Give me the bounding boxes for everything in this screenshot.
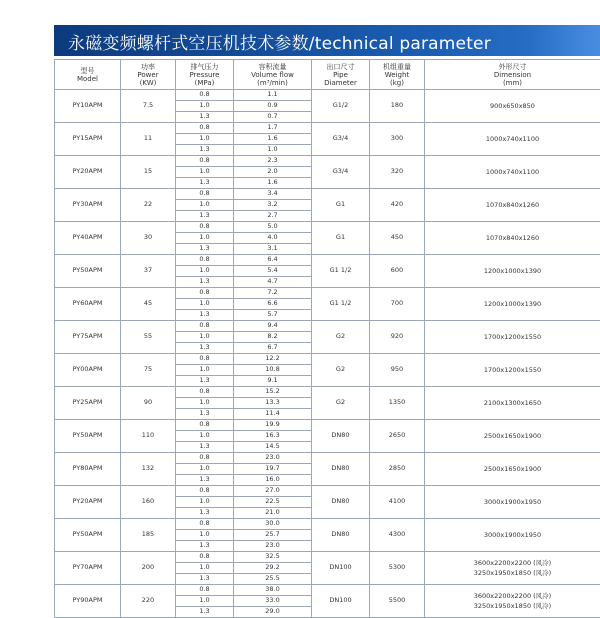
dimension-cell (425, 321, 600, 354)
volume-flow-cell: 4.7 (234, 277, 312, 288)
header-pressure-unit: (MPa) (176, 79, 233, 87)
power-cell: 55 (121, 321, 176, 354)
header-volume-flow-cn: 容积流量 (234, 63, 311, 71)
volume-flow-cell: 19.9 (234, 420, 312, 431)
pressure-cell: 0.8 (176, 354, 234, 365)
pressure-cell: 1.3 (176, 508, 234, 519)
pressure-cell: 1.3 (176, 475, 234, 486)
table-row (55, 189, 600, 200)
volume-flow-cell: 16.0 (234, 475, 312, 486)
weight-cell: 300 (370, 123, 425, 156)
pressure-cell: 0.8 (176, 222, 234, 233)
power-cell: 7.5 (121, 90, 176, 123)
power-cell: 160 (121, 486, 176, 519)
pipe-diameter-cell: DN80 (312, 486, 370, 519)
volume-flow-cell: 1.6 (234, 178, 312, 189)
weight-cell: 1350 (370, 387, 425, 420)
dimension-cell (425, 552, 600, 585)
header-volume-flow-unit: (m³/min) (234, 79, 311, 87)
header-pipe-en: Pipe (312, 71, 369, 79)
dimension-cell (425, 90, 600, 123)
model-cell: PY20APM (55, 156, 121, 189)
volume-flow-cell: 8.2 (234, 332, 312, 343)
volume-flow-cell: 12.2 (234, 354, 312, 365)
header-pressure-cn: 排气压力 (176, 63, 233, 71)
power-cell: 200 (121, 552, 176, 585)
volume-flow-cell: 1.1 (234, 90, 312, 101)
weight-cell: 600 (370, 255, 425, 288)
pressure-cell: 1.3 (176, 178, 234, 189)
model-cell: PY15APM (55, 123, 121, 156)
pipe-diameter-cell: G2 (312, 321, 370, 354)
table-row (55, 156, 600, 167)
pressure-cell: 1.0 (176, 431, 234, 442)
dimension-cell (425, 585, 600, 618)
header-weight-cn: 机组重量 (370, 63, 424, 71)
weight-cell: 950 (370, 354, 425, 387)
volume-flow-cell: 23.0 (234, 541, 312, 552)
pipe-diameter-cell: G1 (312, 222, 370, 255)
weight-cell: 4100 (370, 486, 425, 519)
model-cell: PY50APM (55, 255, 121, 288)
header-weight (370, 60, 425, 90)
dimension-line: 2500x1650x1900 (425, 431, 600, 441)
volume-flow-cell: 2.0 (234, 167, 312, 178)
dimension-line: 1200x1000x1390 (425, 299, 600, 309)
pressure-cell: 0.8 (176, 288, 234, 299)
pressure-cell: 1.0 (176, 563, 234, 574)
power-cell: 45 (121, 288, 176, 321)
table-row (55, 321, 600, 332)
volume-flow-cell: 32.5 (234, 552, 312, 563)
pressure-cell: 1.0 (176, 398, 234, 409)
pressure-cell: 1.3 (176, 376, 234, 387)
volume-flow-cell: 5.7 (234, 310, 312, 321)
weight-cell: 2650 (370, 420, 425, 453)
pressure-cell: 1.0 (176, 332, 234, 343)
dimension-line: 3600x2200x2200 (风冷) (425, 558, 600, 568)
volume-flow-cell: 3.1 (234, 244, 312, 255)
power-cell: 90 (121, 387, 176, 420)
pressure-cell: 1.3 (176, 574, 234, 585)
pipe-diameter-cell: G2 (312, 354, 370, 387)
volume-flow-cell: 10.8 (234, 365, 312, 376)
pressure-cell: 1.0 (176, 167, 234, 178)
volume-flow-cell: 9.4 (234, 321, 312, 332)
dimension-cell (425, 354, 600, 387)
header-pressure-en: Pressure (176, 71, 233, 79)
pressure-cell: 0.8 (176, 189, 234, 200)
header-pipe-unit: Diameter (312, 79, 369, 87)
dimension-cell (425, 486, 600, 519)
pressure-cell: 1.3 (176, 211, 234, 222)
dimension-line: 3000x1900x1950 (425, 530, 600, 540)
dimension-line: 900x650x850 (425, 101, 600, 111)
banner-accent (530, 25, 600, 56)
model-cell: PY00APM (55, 354, 121, 387)
header-power (121, 60, 176, 90)
volume-flow-cell: 2.7 (234, 211, 312, 222)
power-cell: 132 (121, 453, 176, 486)
volume-flow-cell: 30.0 (234, 519, 312, 530)
volume-flow-cell: 1.0 (234, 145, 312, 156)
volume-flow-cell: 38.0 (234, 585, 312, 596)
table-row (55, 453, 600, 464)
dimension-line: 2100x1300x1650 (425, 398, 600, 408)
dimension-line: 1000x740x1100 (425, 134, 600, 144)
power-cell: 30 (121, 222, 176, 255)
table-row (55, 288, 600, 299)
pressure-cell: 0.8 (176, 123, 234, 134)
model-cell: PY75APM (55, 321, 121, 354)
power-cell: 11 (121, 123, 176, 156)
header-dimension-cn: 外形尺寸 (425, 63, 600, 71)
volume-flow-cell: 29.0 (234, 607, 312, 618)
pipe-diameter-cell: DN100 (312, 552, 370, 585)
dimension-cell (425, 123, 600, 156)
dimension-line: 2500x1650x1900 (425, 464, 600, 474)
weight-cell: 920 (370, 321, 425, 354)
volume-flow-cell: 14.5 (234, 442, 312, 453)
pressure-cell: 1.3 (176, 442, 234, 453)
pressure-cell: 1.0 (176, 233, 234, 244)
weight-cell: 2850 (370, 453, 425, 486)
volume-flow-cell: 0.9 (234, 101, 312, 112)
weight-cell: 180 (370, 90, 425, 123)
weight-cell: 4300 (370, 519, 425, 552)
pressure-cell: 1.0 (176, 134, 234, 145)
pressure-cell: 1.3 (176, 541, 234, 552)
pipe-diameter-cell: G1/2 (312, 90, 370, 123)
volume-flow-cell: 6.6 (234, 299, 312, 310)
header-power-unit: (KW) (121, 79, 175, 87)
volume-flow-cell: 6.7 (234, 343, 312, 354)
pressure-cell: 1.3 (176, 343, 234, 354)
model-cell: PY20APM (55, 486, 121, 519)
volume-flow-cell: 3.2 (234, 200, 312, 211)
model-cell: PY50APM (55, 420, 121, 453)
header-model-en: Model (55, 75, 120, 83)
pressure-cell: 1.0 (176, 365, 234, 376)
dimension-line: 1200x1000x1390 (425, 266, 600, 276)
dimension-cell (425, 255, 600, 288)
model-cell: PY90APM (55, 585, 121, 618)
pressure-cell: 0.8 (176, 420, 234, 431)
volume-flow-cell: 4.0 (234, 233, 312, 244)
volume-flow-cell: 7.2 (234, 288, 312, 299)
volume-flow-cell: 3.4 (234, 189, 312, 200)
volume-flow-cell: 11.4 (234, 409, 312, 420)
dimension-line: 3000x1900x1950 (425, 497, 600, 507)
pressure-cell: 1.0 (176, 101, 234, 112)
dimension-line: 1070x840x1260 (425, 200, 600, 210)
header-volume-flow (234, 60, 312, 90)
volume-flow-cell: 16.3 (234, 431, 312, 442)
dimension-cell (425, 420, 600, 453)
model-cell: PY40APM (55, 222, 121, 255)
dimension-line: 1700x1200x1550 (425, 332, 600, 342)
pressure-cell: 1.0 (176, 464, 234, 475)
pressure-cell: 1.3 (176, 607, 234, 618)
model-cell: PY80APM (55, 453, 121, 486)
pipe-diameter-cell: G1 (312, 189, 370, 222)
dimension-cell (425, 189, 600, 222)
pressure-cell: 1.3 (176, 409, 234, 420)
header-power-cn: 功率 (121, 63, 175, 71)
dimension-cell (425, 156, 600, 189)
dimension-cell (425, 387, 600, 420)
header-dimension-en: Dimension (425, 71, 600, 79)
pressure-cell: 0.8 (176, 486, 234, 497)
pressure-cell: 1.3 (176, 277, 234, 288)
header-model-cn: 型号 (55, 67, 120, 75)
volume-flow-cell: 25.7 (234, 530, 312, 541)
table-row (55, 90, 600, 101)
header-dimension-unit: (mm) (425, 79, 600, 87)
model-cell: PY25APM (55, 387, 121, 420)
weight-cell: 5300 (370, 552, 425, 585)
table-row (55, 552, 600, 563)
power-cell: 185 (121, 519, 176, 552)
header-pressure (176, 60, 234, 90)
pipe-diameter-cell: DN80 (312, 420, 370, 453)
header-pipe-diameter (312, 60, 370, 90)
header-pipe-cn: 出口尺寸 (312, 63, 369, 71)
model-cell: PY60APM (55, 288, 121, 321)
pipe-diameter-cell: G1 1/2 (312, 288, 370, 321)
header-model (55, 60, 121, 90)
header-weight-unit: (kg) (370, 79, 424, 87)
header-weight-en: Weight (370, 71, 424, 79)
table-row (55, 255, 600, 266)
volume-flow-cell: 29.2 (234, 563, 312, 574)
table-row (55, 387, 600, 398)
volume-flow-cell: 1.6 (234, 134, 312, 145)
table-row (55, 519, 600, 530)
pressure-cell: 0.8 (176, 552, 234, 563)
volume-flow-cell: 13.3 (234, 398, 312, 409)
weight-cell: 320 (370, 156, 425, 189)
volume-flow-cell: 5.0 (234, 222, 312, 233)
power-cell: 110 (121, 420, 176, 453)
volume-flow-cell: 33.0 (234, 596, 312, 607)
power-cell: 37 (121, 255, 176, 288)
volume-flow-cell: 5.4 (234, 266, 312, 277)
pipe-diameter-cell: G2 (312, 387, 370, 420)
pressure-cell: 0.8 (176, 321, 234, 332)
pipe-diameter-cell: DN80 (312, 453, 370, 486)
page-title: 永磁变频螺杆式空压机技术参数/technical parameter (68, 29, 491, 54)
dimension-line: 3600x2200x2200 (风冷) (425, 591, 600, 601)
model-cell: PY30APM (55, 189, 121, 222)
pressure-cell: 1.0 (176, 596, 234, 607)
volume-flow-cell: 0.7 (234, 112, 312, 123)
header-power-en: Power (121, 71, 175, 79)
pipe-diameter-cell: G3/4 (312, 123, 370, 156)
pressure-cell: 1.3 (176, 145, 234, 156)
table-row (55, 222, 600, 233)
pressure-cell: 0.8 (176, 585, 234, 596)
dimension-cell (425, 453, 600, 486)
pressure-cell: 1.0 (176, 200, 234, 211)
pipe-diameter-cell: G1 1/2 (312, 255, 370, 288)
pipe-diameter-cell: G3/4 (312, 156, 370, 189)
pipe-diameter-cell: DN80 (312, 519, 370, 552)
pressure-cell: 0.8 (176, 90, 234, 101)
pressure-cell: 0.8 (176, 387, 234, 398)
pressure-cell: 1.0 (176, 530, 234, 541)
volume-flow-cell: 15.2 (234, 387, 312, 398)
pressure-cell: 0.8 (176, 156, 234, 167)
weight-cell: 700 (370, 288, 425, 321)
weight-cell: 420 (370, 189, 425, 222)
dimension-cell (425, 288, 600, 321)
volume-flow-cell: 2.3 (234, 156, 312, 167)
volume-flow-cell: 27.0 (234, 486, 312, 497)
power-cell: 220 (121, 585, 176, 618)
table-row (55, 123, 600, 134)
pipe-diameter-cell: DN100 (312, 585, 370, 618)
header-dimension (425, 60, 600, 90)
pressure-cell: 1.3 (176, 310, 234, 321)
parameter-table (54, 59, 600, 618)
dimension-line: 3250x1950x1850 (风冷) (425, 568, 600, 578)
weight-cell: 450 (370, 222, 425, 255)
model-cell: PY50APM (55, 519, 121, 552)
volume-flow-cell: 22.5 (234, 497, 312, 508)
dimension-line: 1000x740x1100 (425, 167, 600, 177)
dimension-line: 1070x840x1260 (425, 233, 600, 243)
table-row (55, 420, 600, 431)
weight-cell: 5500 (370, 585, 425, 618)
parameter-table-wrapper (54, 59, 600, 618)
pressure-cell: 1.0 (176, 266, 234, 277)
table-row (55, 354, 600, 365)
pressure-cell: 1.3 (176, 244, 234, 255)
volume-flow-cell: 9.1 (234, 376, 312, 387)
pressure-cell: 1.0 (176, 497, 234, 508)
dimension-cell (425, 519, 600, 552)
pressure-cell: 0.8 (176, 453, 234, 464)
volume-flow-cell: 21.0 (234, 508, 312, 519)
table-body (55, 90, 600, 618)
volume-flow-cell: 6.4 (234, 255, 312, 266)
power-cell: 15 (121, 156, 176, 189)
table-row (55, 486, 600, 497)
power-cell: 22 (121, 189, 176, 222)
pressure-cell: 1.0 (176, 299, 234, 310)
header-volume-flow-en: Volume flow (234, 71, 311, 79)
table-row (55, 585, 600, 596)
header-row (55, 60, 600, 90)
power-cell: 75 (121, 354, 176, 387)
volume-flow-cell: 1.7 (234, 123, 312, 134)
table-header (55, 60, 600, 90)
dimension-cell (425, 222, 600, 255)
volume-flow-cell: 25.5 (234, 574, 312, 585)
volume-flow-cell: 19.7 (234, 464, 312, 475)
dimension-line: 3250x1950x1850 (风冷) (425, 601, 600, 611)
dimension-line: 1700x1200x1550 (425, 365, 600, 375)
title-banner (54, 25, 600, 56)
pressure-cell: 0.8 (176, 255, 234, 266)
pressure-cell: 0.8 (176, 519, 234, 530)
volume-flow-cell: 23.0 (234, 453, 312, 464)
model-cell: PY10APM (55, 90, 121, 123)
model-cell: PY70APM (55, 552, 121, 585)
pressure-cell: 1.3 (176, 112, 234, 123)
